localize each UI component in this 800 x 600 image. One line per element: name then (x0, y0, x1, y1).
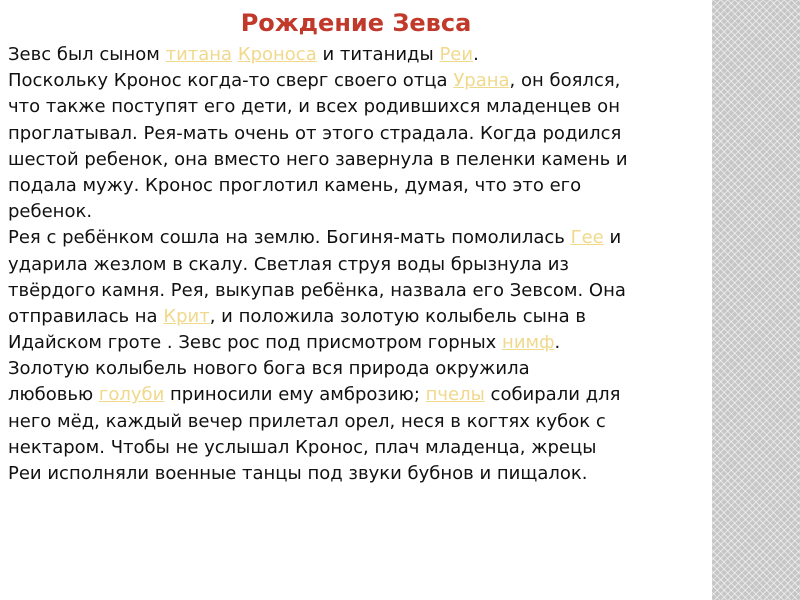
text-line (8, 94, 708, 120)
text-line (8, 304, 708, 330)
text-segment: Золотую колыбель нового бога вся природа окружила (8, 358, 530, 380)
text-line (8, 382, 708, 408)
decorative-side-strip (712, 0, 800, 600)
hyperlink[interactable]: Урана (453, 70, 510, 92)
text-line (8, 356, 708, 382)
text-segment: проглатывал. Рея-мать очень от этого страдала. Когда родился (8, 122, 622, 144)
text-segment: него мёд, каждый вечер прилетал орел, неся в когтях кубок с (8, 410, 606, 432)
text-segment: любовью (8, 384, 99, 406)
text-segment: Зевс был сыном (8, 44, 166, 65)
hyperlink[interactable]: Кроноса (237, 44, 317, 65)
hyperlink[interactable]: Крит (163, 305, 210, 327)
text-line (8, 330, 708, 356)
text-segment: шестой ребенок, она вместо него завернула в пеленки камень и (8, 148, 628, 170)
text-segment: приносили ему амброзию; (164, 384, 426, 406)
text-segment: ребенок. (8, 201, 93, 223)
text-segment: отправилась на (8, 305, 164, 327)
slide-title: Рождение Зевса (240, 9, 472, 37)
text-line (8, 409, 708, 435)
text-segment: , он боялся, (509, 70, 621, 92)
text-line (8, 42, 708, 68)
text-line (8, 252, 708, 278)
text-segment: твёрдого камня. Рея, выкупав ребёнка, назвала его Зевсом. Она (8, 279, 626, 301)
hyperlink[interactable]: пчелы (425, 384, 485, 406)
text-line (8, 225, 708, 251)
text-segment: Реи исполняли военные танцы под звуки бубнов и пищалок. (8, 463, 588, 484)
text-segment: собирали для (484, 384, 621, 406)
text-segment: Поскольку Кронос когда-то сверг своего отца (8, 70, 454, 92)
body-text (8, 42, 708, 487)
hyperlink[interactable]: голуби (98, 384, 165, 406)
hyperlink[interactable]: Реи (439, 44, 474, 65)
text-line (8, 461, 708, 487)
text-segment: что также поступят его дети, и всех родившихся младенцев он (8, 96, 620, 118)
text-segment: Рея с ребёнком сошла на землю. Богиня-мать помолилась (8, 227, 571, 249)
text-line (8, 199, 708, 225)
hyperlink[interactable]: Гее (570, 227, 604, 249)
text-segment: и титаниды (316, 44, 440, 65)
hyperlink[interactable]: нимф (502, 332, 555, 354)
text-line (8, 147, 708, 173)
text-line (8, 435, 708, 461)
text-segment: . (473, 44, 479, 65)
text-line (8, 278, 708, 304)
text-segment: ударила жезлом в скалу. Светлая струя воды брызнула из (8, 253, 570, 275)
text-segment: нектаром. Чтобы не услышал Кронос, плач младенца, жрецы (8, 436, 597, 458)
text-segment: Идайском гроте . Зевс рос под присмотром горных (8, 332, 503, 354)
hyperlink[interactable]: титана (165, 44, 233, 65)
text-segment: . (554, 332, 561, 354)
text-line (8, 173, 708, 199)
text-line (8, 68, 708, 94)
text-line (8, 121, 708, 147)
text-segment: , и положила золотую колыбель сына в (209, 305, 586, 327)
text-segment: подала мужу. Кронос проглотил камень, думая, что это его (8, 174, 582, 196)
text-segment: и (603, 227, 622, 249)
